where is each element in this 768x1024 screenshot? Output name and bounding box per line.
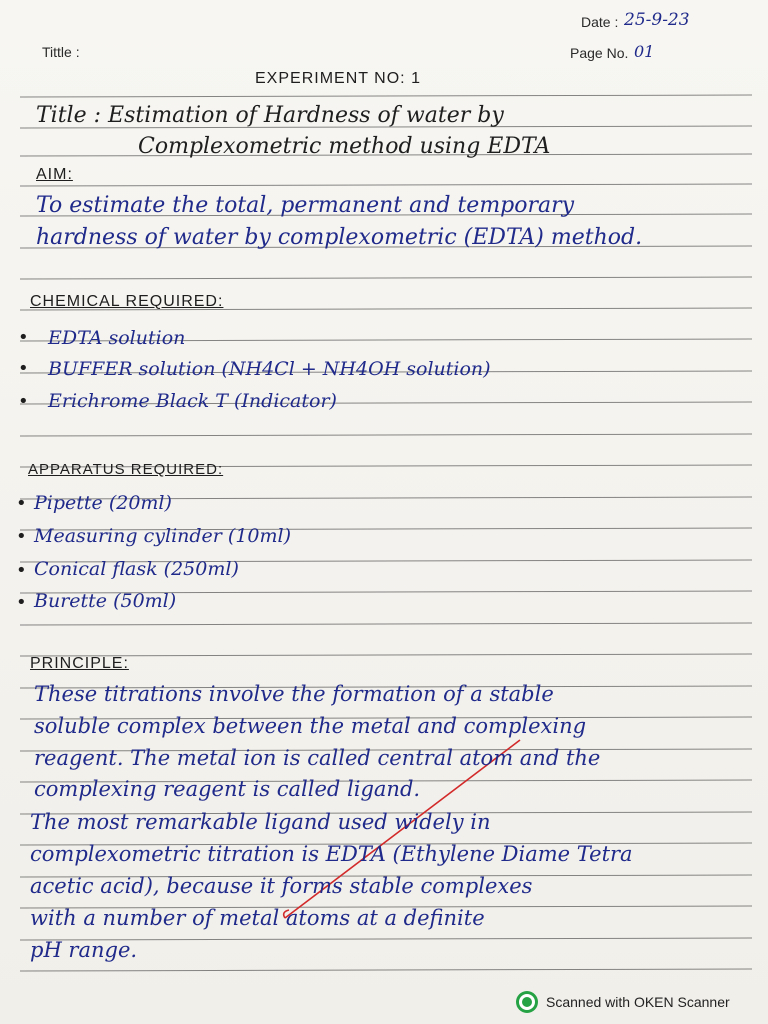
chemicals-heading: CHEMICAL REQUIRED: xyxy=(30,293,224,310)
principle-line-2: soluble complex between the metal and complexing xyxy=(34,714,587,738)
principle-line-4: complexing reagent is called ligand. xyxy=(34,777,421,801)
principle-line-3: reagent. The metal ion is called central atom and the xyxy=(34,746,601,770)
aim-line-1: To estimate the total, permanent and temporary xyxy=(36,193,575,218)
title-field-label: Tittle : xyxy=(42,44,80,60)
page-number-label: Page No. xyxy=(570,45,629,61)
date-value: 25-9-23 xyxy=(624,10,690,30)
bullet-icon: • xyxy=(16,592,27,613)
chemical-item-2: BUFFER solution (NH4Cl + NH4OH solution) xyxy=(48,358,491,380)
chemical-item-3: Erichrome Black T (Indicator) xyxy=(48,390,337,412)
scanner-text: Scanned with OKEN Scanner xyxy=(546,994,730,1010)
bullet-icon: • xyxy=(18,358,29,379)
apparatus-item-1: Pipette (20ml) xyxy=(34,492,172,514)
title-line-1: Title : Estimation of Hardness of water by xyxy=(36,103,504,128)
oken-logo-icon xyxy=(516,991,538,1013)
principle-line-8: with a number of metal atoms at a definite xyxy=(30,906,485,930)
apparatus-item-4: Burette (50ml) xyxy=(34,590,177,612)
apparatus-item-3: Conical flask (250ml) xyxy=(34,558,239,580)
aim-heading: AIM: xyxy=(36,166,73,183)
aim-line-2: hardness of water by complexometric (EDTA) method. xyxy=(36,225,643,250)
page-number-value: 01 xyxy=(634,42,655,61)
principle-line-6: complexometric titration is EDTA (Ethylene Diame Tetra xyxy=(30,842,633,866)
title-line-2: Complexometric method using EDTA xyxy=(138,134,551,159)
principle-heading: PRINCIPLE: xyxy=(30,655,129,672)
chemical-item-1: EDTA solution xyxy=(48,327,186,349)
principle-line-7: acetic acid), because it forms stable complexes xyxy=(30,874,533,898)
bullet-icon: • xyxy=(16,560,27,581)
scanner-watermark xyxy=(516,991,730,1013)
experiment-number: EXPERIMENT NO: 1 xyxy=(255,70,421,87)
apparatus-heading: APPARATUS REQUIRED: xyxy=(28,461,224,478)
date-label: Date : xyxy=(581,14,619,30)
bullet-icon: • xyxy=(16,526,27,547)
principle-line-9: pH range. xyxy=(30,938,138,962)
bullet-icon: • xyxy=(18,391,29,412)
apparatus-item-2: Measuring cylinder (10ml) xyxy=(34,525,292,547)
bullet-icon: • xyxy=(18,327,29,348)
principle-line-1: These titrations involve the formation of a stable xyxy=(34,682,554,706)
principle-line-5: The most remarkable ligand used widely in xyxy=(30,810,491,834)
bullet-icon: • xyxy=(16,493,27,514)
